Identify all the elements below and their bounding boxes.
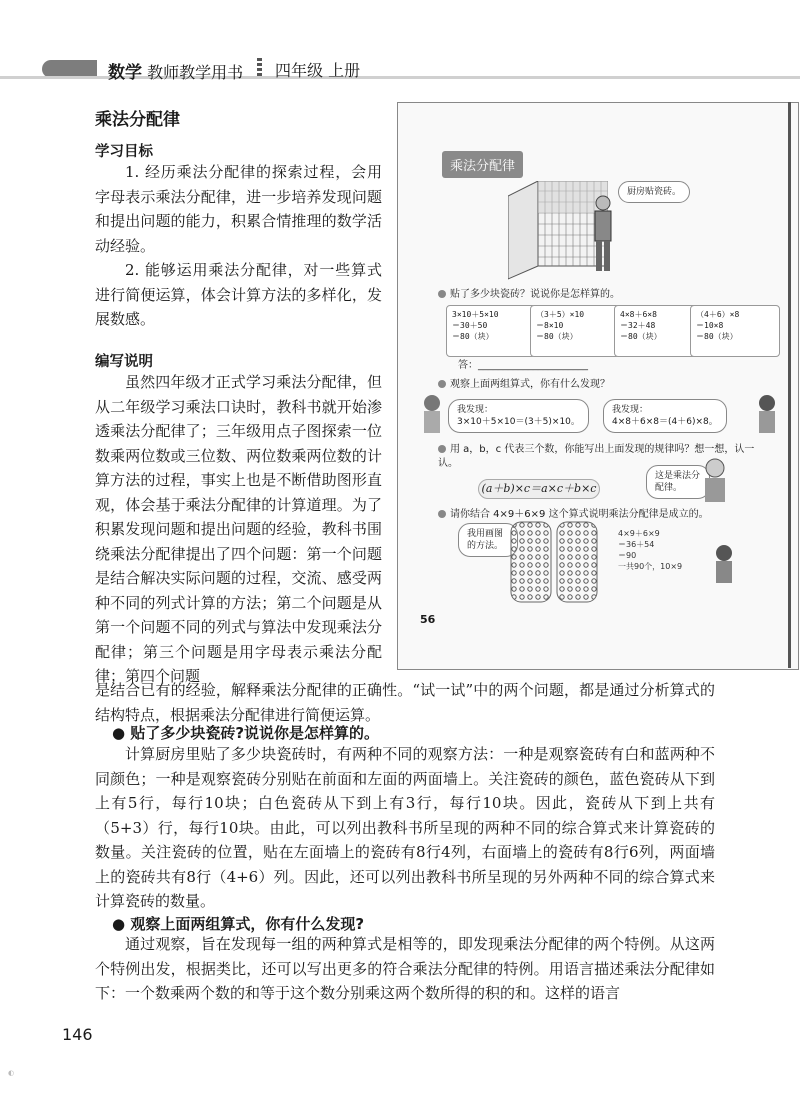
calc-box-3: 4×8＋6×8 ＝32＋48 ＝80（块） [614, 305, 704, 357]
question-1 [438, 285, 620, 300]
worker-figure-icon [588, 193, 618, 283]
question-1-text: 贴了多少块瓷砖？说说你是怎样算的。 [450, 289, 620, 300]
question-3-text: 用 a，b，c 代表三个数，你能写出上面发现的规律吗？想一想，认一认。 [438, 444, 755, 469]
bullet-1-text: 计算厨房里贴了多少块瓷砖时，有两种不同的观察方法：一种是观察瓷砖有白和蓝两种不同颜色；一种是观察瓷砖分别贴在前面和左面的两面墙上。关注瓷砖的颜色，蓝色瓷砖从下到上有5行，每行10块；白色瓷砖从下到上有3行，每行10块。因此，瓷砖从下到上共有（5+3）行，每行10块。由此，可以列出教科书所呈现的两种不同的综合算式来计算瓷砖的数量。关注瓷砖的位置，贴在左面墙上的瓷砖有8行4列，右面墙上的瓷砖有8行6列，两面墙上的瓷砖共有8行（4+6）列。因此，还可以列出教科书所呈现的另外两种不同的综合算式来计算瓷砖的数量。 [95, 745, 715, 910]
answer-label: 答： [458, 360, 478, 371]
notes-paragraph-continued: 是结合已有的经验，解释乘法分配律的正确性。“试一试”中的两个问题，都是通过分析算式的结构特点，根据乘法分配律进行简便运算。 [95, 681, 715, 724]
notes-heading: 编写说明 [95, 354, 153, 370]
bullet-dot-icon [438, 510, 446, 518]
distributive-formula: (a＋b)×c＝a×c＋b×c [478, 479, 600, 499]
bullet-2-title: 观察上面两组算式，你有什么发现? [130, 915, 365, 933]
question-4 [438, 505, 709, 520]
goal-item-1: 1. 经历乘法分配律的探索过程，会用字母表示乘法分配律，进一步培养发现问题和提出问题的能力，积累合情推理的数学活动经验。 [95, 163, 382, 255]
teacher-figure-icon [698, 458, 732, 506]
goals-heading: 学习目标 [95, 144, 153, 160]
watermark: ◐ [8, 1069, 15, 1077]
answer-line: 答：______________________ [458, 360, 588, 371]
notes-paragraph: 虽然四年级才正式学习乘法分配律，但从二年级学习乘法口诀时，教科书就开始渗透乘法分配律了；三年级用点子图探索一位数乘两位数或三位数、两位数乘两位数的计算方法的过程，事实上也是不断借助图形直观，体会基于乘法分配律的计算道理。为了积累发现问题和提出问题的经验，教科书围绕乘法分配律提出了四个问题：第一个问题是结合解决实际问题的过程，交流、感受两种不同的列式计算的方法；第二个问题是从第一个问题不同的列式与算法中发现乘法分配律；第三个问题是用字母表示乘法分配律；第四个问题 [95, 373, 382, 685]
calc-box-2: （3＋5）×10 ＝8×10 ＝80（块） [530, 305, 620, 357]
textbook-page-number: 56 [420, 613, 436, 626]
girl-figure-icon [418, 393, 446, 441]
draw-bubble: 我用画图的方法。 [458, 523, 518, 557]
finding-bubble-1: 我发现： 3×10＋5×10＝(3＋5)×10。 [448, 399, 589, 433]
goal-item-2: 2. 能够运用乘法分配律，对一些算式进行简便运算，体会计算方法的多样化，发展数感。 [95, 261, 382, 328]
header-separator [257, 58, 262, 78]
bullet-1-heading: ● 贴了多少块瓷砖?说说你是怎样算的。 [112, 724, 380, 742]
student-figure-icon [710, 543, 738, 591]
bullet-2-text: 通过观察，旨在发现每一组的两种算式是相等的，即发现乘法分配律的两个特例。从这两个特例出发，根据类比，还可以写出更多的符合乘法分配律的特例。用语言描述乘法分配律如下：一个数乘两个数的和等于这个数分别乘这两个数所得的积的和。这样的语言 [95, 935, 715, 1002]
finding-bubble-2: 我发现： 4×8＋6×8＝(4＋6)×8。 [603, 399, 727, 433]
bullet-dot-icon [438, 290, 446, 298]
bullet-dot-icon [438, 445, 446, 453]
sign-bubble: 厨房贴瓷砖。 [618, 181, 690, 203]
bullet-2-heading: ● 观察上面两组算式，你有什么发现? [112, 915, 365, 933]
textbook-page-edge [788, 102, 791, 668]
textbook-title: 乘法分配律 [442, 151, 523, 178]
question-2 [438, 375, 610, 390]
question-2-text: 观察上面两组算式，你有什么发现？ [450, 379, 610, 390]
header-grade: 四年级 上册 [275, 61, 361, 80]
dot-array-illustration [510, 521, 600, 603]
bullet-dot-icon [438, 380, 446, 388]
calc-box-1: 3×10＋5×10 ＝30＋50 ＝80（块） [446, 305, 536, 357]
boy-figure-icon [753, 393, 781, 441]
header-subject-label: 数学 [108, 63, 142, 83]
calc-box-4: （4＋6）×8 ＝10×8 ＝80（块） [690, 305, 780, 357]
question-4-text: 请你结合 4×9＋6×9 这个算式说明乘法分配律是成立的。 [450, 509, 709, 520]
textbook-page-figure [397, 102, 799, 670]
section-title: 乘法分配律 [95, 110, 180, 130]
handwritten-work: 4×9＋6×9 ＝36＋54 ＝90 一共90个，10×9 [618, 529, 683, 571]
bullet-1-title: 贴了多少块瓷砖?说说你是怎样算的。 [130, 724, 380, 742]
header-book-label: 教师教学用书 [147, 63, 244, 82]
header-subject [108, 58, 243, 83]
law-bubble: 这是乘法分配律。 [646, 465, 710, 499]
page-number: 146 [62, 1025, 93, 1044]
